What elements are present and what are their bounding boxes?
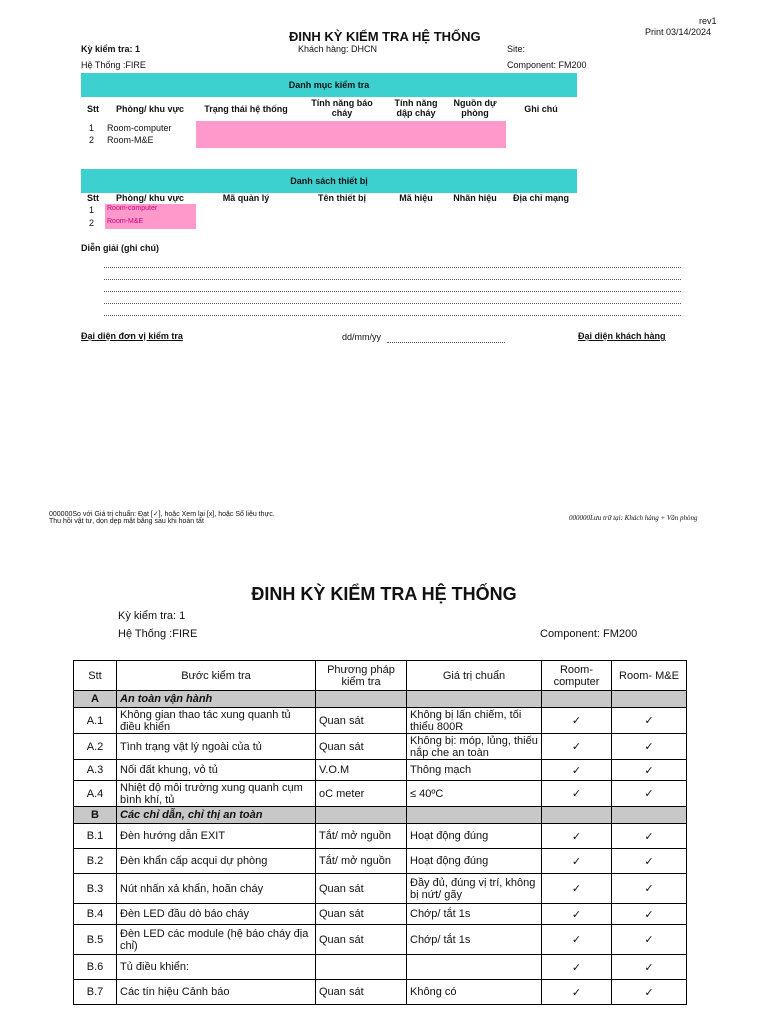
col-header: Địa chỉ mạng	[512, 193, 569, 203]
method-cell: Quan sát	[316, 925, 407, 955]
row-id: A	[74, 691, 117, 708]
row-id: B.6	[74, 955, 117, 980]
room-me-check[interactable]: ✓	[612, 781, 687, 807]
col-method: Phương pháp kiểm tra	[316, 661, 407, 691]
row-index: 1	[89, 205, 95, 215]
note-line[interactable]	[104, 315, 681, 316]
note-line[interactable]	[104, 303, 681, 304]
step-cell: Nút nhấn xả khẩn, hoãn cháy	[117, 874, 316, 904]
site-label: Site:	[507, 44, 526, 54]
col-header: Nhãn hiệu	[453, 193, 497, 203]
method-cell: Quan sát	[316, 874, 407, 904]
row-id: B.3	[74, 874, 117, 904]
section-row	[74, 807, 687, 824]
table-row	[74, 849, 687, 874]
standard-cell: Hoạt động đúng	[407, 849, 542, 874]
method-cell: Quan sát	[316, 734, 407, 760]
col-header: Nguồn dự phòng	[453, 98, 497, 118]
standard-cell: ≤ 40ºC	[407, 781, 542, 807]
table-row	[74, 708, 687, 734]
col-header: Phòng/ khu vực	[115, 104, 185, 114]
customer-label: Khách hàng: DHCN	[298, 44, 378, 54]
room-name: Room-computer	[107, 205, 158, 212]
row-id: B.2	[74, 849, 117, 874]
room-computer-check[interactable]	[542, 691, 612, 708]
table-row	[74, 925, 687, 955]
row-index: 2	[89, 218, 95, 228]
step-cell: Đèn hướng dẫn EXIT	[117, 824, 316, 849]
system-label: Hệ Thống :FIRE	[81, 60, 146, 70]
col-room-me: Room- M&E	[612, 661, 687, 691]
step-cell: Tình trạng vật lý ngoài của tủ	[117, 734, 316, 760]
room-computer-check[interactable]: ✓	[542, 925, 612, 955]
checklist-table	[73, 660, 687, 1005]
row-id: A.1	[74, 708, 117, 734]
col-header: Mã quản lý	[222, 193, 270, 203]
step-cell: Các chỉ dẫn, chỉ thị an toàn	[117, 807, 316, 824]
room-me-check[interactable]: ✓	[612, 955, 687, 980]
room-computer-check[interactable]: ✓	[542, 708, 612, 734]
note-line[interactable]	[104, 267, 681, 268]
checklist-body	[74, 691, 687, 1005]
page2-inspection-period: Kỳ kiểm tra: 1	[118, 610, 186, 622]
method-cell: Quan sát	[316, 708, 407, 734]
room-computer-check[interactable]: ✓	[542, 849, 612, 874]
standard-cell: Không bị: móp, lủng, thiếu nắp che an toàn	[407, 734, 542, 760]
row-index: 2	[89, 135, 95, 145]
standard-cell: Thông mạch	[407, 760, 542, 781]
room-computer-check[interactable]: ✓	[542, 955, 612, 980]
table-row	[74, 824, 687, 849]
step-cell: Các tín hiệu Cảnh báo	[117, 980, 316, 1005]
row-id: A.4	[74, 781, 117, 807]
method-cell: Tắt/ mở nguồn	[316, 849, 407, 874]
table-row	[74, 874, 687, 904]
table-row	[74, 980, 687, 1005]
method-cell: Quan sát	[316, 904, 407, 925]
standard-cell: Không có	[407, 980, 542, 1005]
col-room-computer: Room-computer	[542, 661, 612, 691]
footnote-legend: 000000So với Giá trị chuẩn: Đạt [✓], hoặc Xem lại [x], hoặc Số liệu thực.	[49, 511, 275, 518]
room-computer-check[interactable]	[542, 807, 612, 824]
checklist-section-header: Danh mục kiểm tra	[81, 73, 577, 97]
room-me-check[interactable]: ✓	[612, 980, 687, 1005]
room-me-check[interactable]: ✓	[612, 734, 687, 760]
page-title: ĐINH KỲ KIỂM TRA HỆ THỐNG	[289, 29, 481, 44]
col-header: Tên thiết bị	[318, 193, 366, 203]
room-computer-check[interactable]: ✓	[542, 734, 612, 760]
row-id: B.7	[74, 980, 117, 1005]
component-label: Component: FM200	[507, 60, 587, 70]
standard-cell: Chớp/ tắt 1s	[407, 925, 542, 955]
col-stt: Stt	[74, 661, 117, 691]
col-header: Stt	[87, 193, 99, 203]
room-computer-check[interactable]: ✓	[542, 980, 612, 1005]
inspector-signature-label: Đại diện đơn vị kiểm tra	[81, 331, 183, 341]
revision-label: rev1	[699, 16, 717, 26]
col-header: Phòng/ khu vực	[115, 193, 185, 203]
section-row	[74, 691, 687, 708]
row-index: 1	[89, 123, 95, 133]
page2-component-label: Component: FM200	[540, 628, 638, 640]
method-cell: Tắt/ mở nguồn	[316, 824, 407, 849]
row-id: A.2	[74, 734, 117, 760]
method-cell	[316, 807, 407, 824]
room-name: Room-M&E	[107, 218, 144, 225]
standard-cell	[407, 807, 542, 824]
inspection-period: Kỳ kiểm tra: 1	[81, 44, 141, 54]
room-computer-check[interactable]: ✓	[542, 904, 612, 925]
room-me-check[interactable]: ✓	[612, 904, 687, 925]
room-me-check[interactable]: ✓	[612, 760, 687, 781]
note-line[interactable]	[104, 291, 681, 292]
standard-cell: Chớp/ tắt 1s	[407, 904, 542, 925]
customer-signature-label: Đại diện khách hàng	[578, 331, 666, 341]
col-standard: Giá trị chuẩn	[407, 661, 542, 691]
room-name: Room-M&E	[107, 135, 154, 145]
print-date: Print 03/14/2024	[645, 27, 712, 37]
method-cell: Quan sát	[316, 980, 407, 1005]
room-computer-check[interactable]: ✓	[542, 760, 612, 781]
room-computer-check[interactable]: ✓	[542, 781, 612, 807]
row-id: B.5	[74, 925, 117, 955]
table-row	[74, 904, 687, 925]
method-cell	[316, 691, 407, 708]
row-id: B.1	[74, 824, 117, 849]
room-me-check[interactable]	[612, 691, 687, 708]
notes-label: Diễn giải (ghi chú)	[81, 243, 159, 253]
room-me-check[interactable]: ✓	[612, 849, 687, 874]
room-computer-check[interactable]: ✓	[542, 824, 612, 849]
footnote-storage: 000000Lưu trữ tại: Khách hàng + Văn phòng	[569, 514, 698, 522]
row-id: A.3	[74, 760, 117, 781]
note-line[interactable]	[104, 279, 681, 280]
equipment-section-header: Danh sách thiết bị	[81, 169, 577, 193]
table-row	[74, 760, 687, 781]
standard-cell: Hoạt động đúng	[407, 824, 542, 849]
row-id: B	[74, 807, 117, 824]
standard-cell	[407, 955, 542, 980]
room-me-check[interactable]	[612, 807, 687, 824]
room-computer-check[interactable]: ✓	[542, 874, 612, 904]
step-cell: Đèn LED đầu dò báo cháy	[117, 904, 316, 925]
col-header: Ghi chú	[524, 104, 558, 114]
step-cell: Tủ điều khiển:	[117, 955, 316, 980]
room-me-check[interactable]: ✓	[612, 824, 687, 849]
step-cell: Không gian thao tác xung quanh tủ điều khiển	[117, 708, 316, 734]
col-header: Mã hiệu	[399, 193, 433, 203]
step-cell: Nhiệt độ môi trường xung quanh cụm bình khí, tủ	[117, 781, 316, 807]
col-header: Tính năng báo cháy	[311, 98, 373, 118]
method-cell	[316, 955, 407, 980]
room-me-check[interactable]: ✓	[612, 874, 687, 904]
room-name: Room-computer	[107, 123, 172, 133]
standard-cell: Không bị lấn chiếm, tối thiểu 800R	[407, 708, 542, 734]
col-header: Trạng thái hệ thống	[204, 104, 288, 114]
date-label: dd/mm/yy	[342, 332, 382, 342]
step-cell: An toàn vận hành	[117, 691, 316, 708]
step-cell: Nối đất khung, vỏ tủ	[117, 760, 316, 781]
status-fill-area	[196, 121, 506, 148]
date-line[interactable]	[387, 342, 505, 343]
method-cell: oC meter	[316, 781, 407, 807]
table-row	[74, 955, 687, 980]
footnote-cleanup: Thu hồi vật tư, dọn dẹp mặt bằng sau khi hoàn tất	[49, 518, 204, 525]
col-header: Stt	[87, 104, 99, 114]
room-me-check[interactable]: ✓	[612, 708, 687, 734]
standard-cell: Đầy đủ, đúng vị trí, không bị nứt/ gãy	[407, 874, 542, 904]
table-row	[74, 734, 687, 760]
page2-title: ĐINH KỲ KIỂM TRA HỆ THỐNG	[251, 584, 517, 604]
col-header: Tính năng dập cháy	[394, 98, 438, 118]
room-me-check[interactable]: ✓	[612, 925, 687, 955]
step-cell: Đèn khẩn cấp acqui dự phòng	[117, 849, 316, 874]
row-id: B.4	[74, 904, 117, 925]
col-step: Bước kiểm tra	[117, 661, 316, 691]
method-cell: V.O.M	[316, 760, 407, 781]
step-cell: Đèn LED các module (hệ báo cháy địa chỉ)	[117, 925, 316, 955]
page2-system-label: Hệ Thống :FIRE	[118, 628, 198, 640]
table-row	[74, 781, 687, 807]
standard-cell	[407, 691, 542, 708]
